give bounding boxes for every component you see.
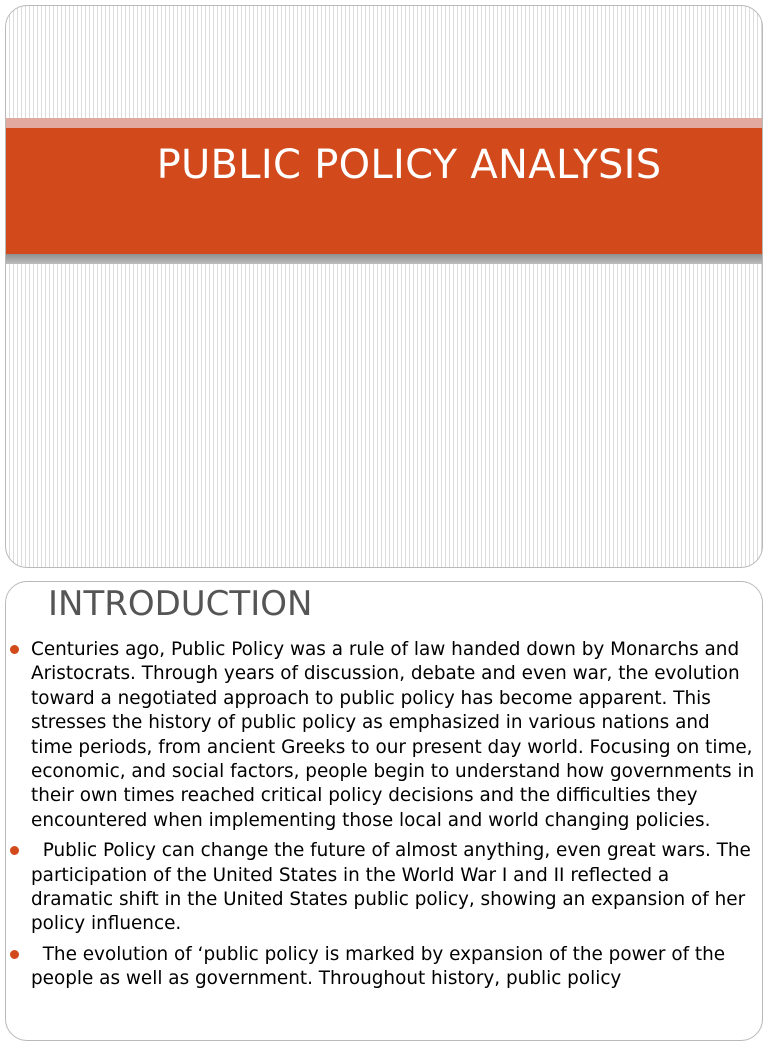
title-band-highlight xyxy=(6,118,762,128)
bullet-dot-icon xyxy=(10,950,19,959)
bullet-text: Public Policy can change the future of almost anything, even great wars. The participation of the United States in the World War I and II reflected a dramatic shift in the United States public policy, showing an expansion of her policy influence. xyxy=(31,840,751,935)
bullet-item xyxy=(6,638,762,833)
bullet-item xyxy=(6,839,762,937)
slide-heading: INTRODUCTION xyxy=(48,584,313,624)
bullet-dot-icon xyxy=(10,645,19,654)
title-band-shadow xyxy=(6,254,762,264)
introduction-slide xyxy=(5,581,763,1041)
title-slide xyxy=(5,5,763,568)
bullet-list xyxy=(6,638,762,998)
bullet-dot-icon xyxy=(10,846,19,855)
bullet-item xyxy=(6,943,762,992)
bullet-text: Centuries ago, Public Policy was a rule of law handed down by Monarchs and Aristocrats. Through years of discussion, debate and even war, the evolution toward a negotiated approach to public policy has become apparent. This stresses the history of public policy as emphasized in various nations and time periods, from ancient Greeks to our present day world. Focusing on time, economic, and social factors, people begin to understand how governments in their own times reached critical policy decisions and the difficulties they encountered when implementing those local and world changing policies. xyxy=(31,639,755,831)
bullet-text: The evolution of ‘public policy is marked by expansion of the power of the people as well as government. Throughout history, public policy xyxy=(31,943,726,990)
slide-title: PUBLIC POLICY ANALYSIS xyxy=(156,142,662,188)
